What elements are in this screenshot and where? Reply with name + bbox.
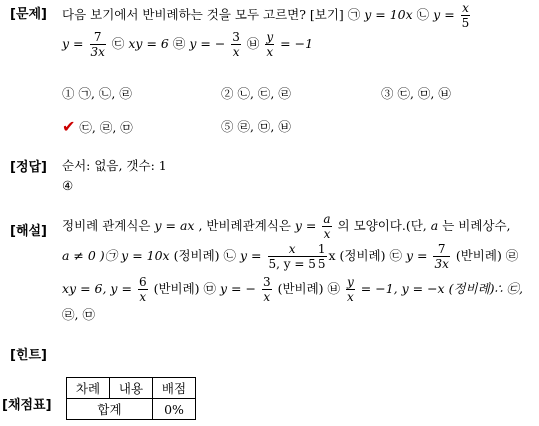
explanation-line-3 (62, 276, 523, 303)
option-3[interactable]: ③ ㉢, ㉤, ㉥ (381, 86, 451, 101)
fraction-a-over-x (322, 213, 331, 240)
equation-6-rhs: = −1 (280, 36, 314, 51)
problem-label: [문제] (10, 7, 47, 22)
fraction-numerator: x (268, 243, 317, 257)
checkmark-icon: ✔ (62, 117, 76, 136)
explanation-text: (반비례) ㉤ (153, 281, 220, 296)
fraction-numerator: 6 (138, 275, 147, 289)
fraction-denominator: x (263, 290, 271, 304)
equation-direct: y = ax (154, 218, 195, 233)
option-2[interactable]: ② ㉡, ㉢, ㉣ (221, 86, 291, 101)
fraction-7-over-3x (90, 31, 106, 58)
equation-3-lhs: y = (405, 248, 428, 263)
explanation-text: xy = 6, y = (62, 281, 132, 296)
circle-3: ㉢ (111, 36, 129, 51)
explanation-text: (반비례) ㉣ (455, 248, 519, 263)
fraction-denominator: 3x (434, 257, 449, 271)
fraction-denominator: 5 (461, 16, 470, 30)
fraction-1-over-5 (317, 243, 327, 270)
fraction-numerator: 1 (317, 242, 326, 256)
explanation-label: [해설] (10, 224, 47, 239)
explanation-text: , 반비례관계식은 (194, 218, 295, 233)
table-cell-percent: 0% (153, 399, 196, 420)
equation-2-lhs: y = (240, 248, 262, 263)
explanation-text: = −1, y = −x (정비례)∴ ㉢, (356, 281, 523, 296)
fraction-numerator: 7 (433, 243, 449, 257)
hint-label: [힌트] (10, 348, 47, 363)
score-label: [채점표] (2, 398, 52, 413)
score-table (66, 377, 196, 420)
equation-1: y = 10x (364, 7, 413, 22)
fraction-denominator: x (139, 290, 147, 304)
option-4-label: ㉢, ㉣, ㉤ (79, 120, 133, 135)
explanation-line-2 (62, 243, 518, 270)
fraction-denominator: x (266, 45, 274, 59)
option-5[interactable]: ⑤ ㉣, ㉤, ㉥ (221, 119, 291, 134)
explanation-line-1 (62, 213, 511, 240)
explanation-text: a ≠ 0 )㉠ (62, 248, 122, 263)
fraction-numerator: y (266, 30, 274, 44)
explanation-text: 의 모양이다.(단, (337, 218, 431, 233)
equation-5-lhs: y = − (189, 36, 226, 51)
fraction-numerator: a (323, 212, 331, 226)
fraction-denominator: 5, y = 5 (268, 257, 316, 271)
variable-a: a (430, 218, 439, 233)
fraction-denominator: x (232, 45, 240, 59)
equation-4: xy = 6 (128, 36, 169, 51)
problem-line-1 (62, 2, 472, 29)
equation-5-lhs: y = − (220, 281, 256, 296)
fraction-6-over-x (138, 276, 148, 303)
equation-2-lhs: y = (433, 7, 455, 22)
explanation-text: 는 비례상수, (438, 218, 511, 233)
equation-1: y = 10x (121, 248, 170, 263)
explanation-text: (정비례) ㉡ (169, 248, 240, 263)
explanation-text: x (정비례) ㉢ (328, 248, 406, 263)
fraction-numerator: 7 (90, 31, 106, 45)
explanation-text: (반비례) ㉥ (277, 281, 345, 296)
table-row (67, 399, 196, 420)
fraction-denominator: x (323, 227, 331, 241)
fraction-numerator: 3 (262, 275, 271, 289)
fraction-y-over-x (346, 276, 355, 303)
equation-3-lhs: y = (62, 36, 84, 51)
fraction-3-over-x (231, 31, 241, 58)
fraction-3-over-x (262, 276, 272, 303)
problem-text: 다음 보기에서 반비례하는 것을 모두 고르면? [보기] ㉠ (62, 7, 365, 22)
table-row (67, 378, 196, 399)
table-cell-total: 합계 (67, 399, 153, 420)
fraction-denominator: 5 (317, 257, 326, 271)
problem-line-2 (62, 31, 313, 58)
table-header: 배점 (153, 378, 196, 399)
fraction-denominator: x (347, 290, 354, 304)
circle-4: ㉣ (172, 36, 190, 51)
circle-2: ㉡ (416, 7, 434, 22)
fraction-numerator: y (347, 275, 354, 289)
table-header: 차례 (67, 378, 110, 399)
table-header: 내용 (110, 378, 153, 399)
fraction-x-over-5 (268, 243, 317, 270)
fraction-denominator: 3x (90, 45, 105, 59)
answer-line-1: 순서: 없음, 갯수: 1 (62, 158, 167, 173)
option-4[interactable] (62, 117, 133, 136)
answer-line-2: ④ (62, 178, 74, 193)
fraction-numerator: 3 (232, 30, 240, 44)
circle-5: ㉥ (246, 36, 264, 51)
option-1[interactable]: ① ㉠, ㉡, ㉣ (62, 86, 132, 101)
fraction-numerator: x (462, 1, 469, 15)
fraction-x-over-5 (461, 2, 471, 29)
explanation-text: 정비례 관계식은 (62, 218, 155, 233)
explanation-line-4: ㉣, ㉤ (62, 307, 95, 322)
answer-label: [정답] (10, 160, 47, 175)
fraction-7-over-3x (433, 243, 449, 270)
equation-inverse-lhs: y = (294, 218, 317, 233)
fraction-y-over-x (265, 31, 274, 58)
